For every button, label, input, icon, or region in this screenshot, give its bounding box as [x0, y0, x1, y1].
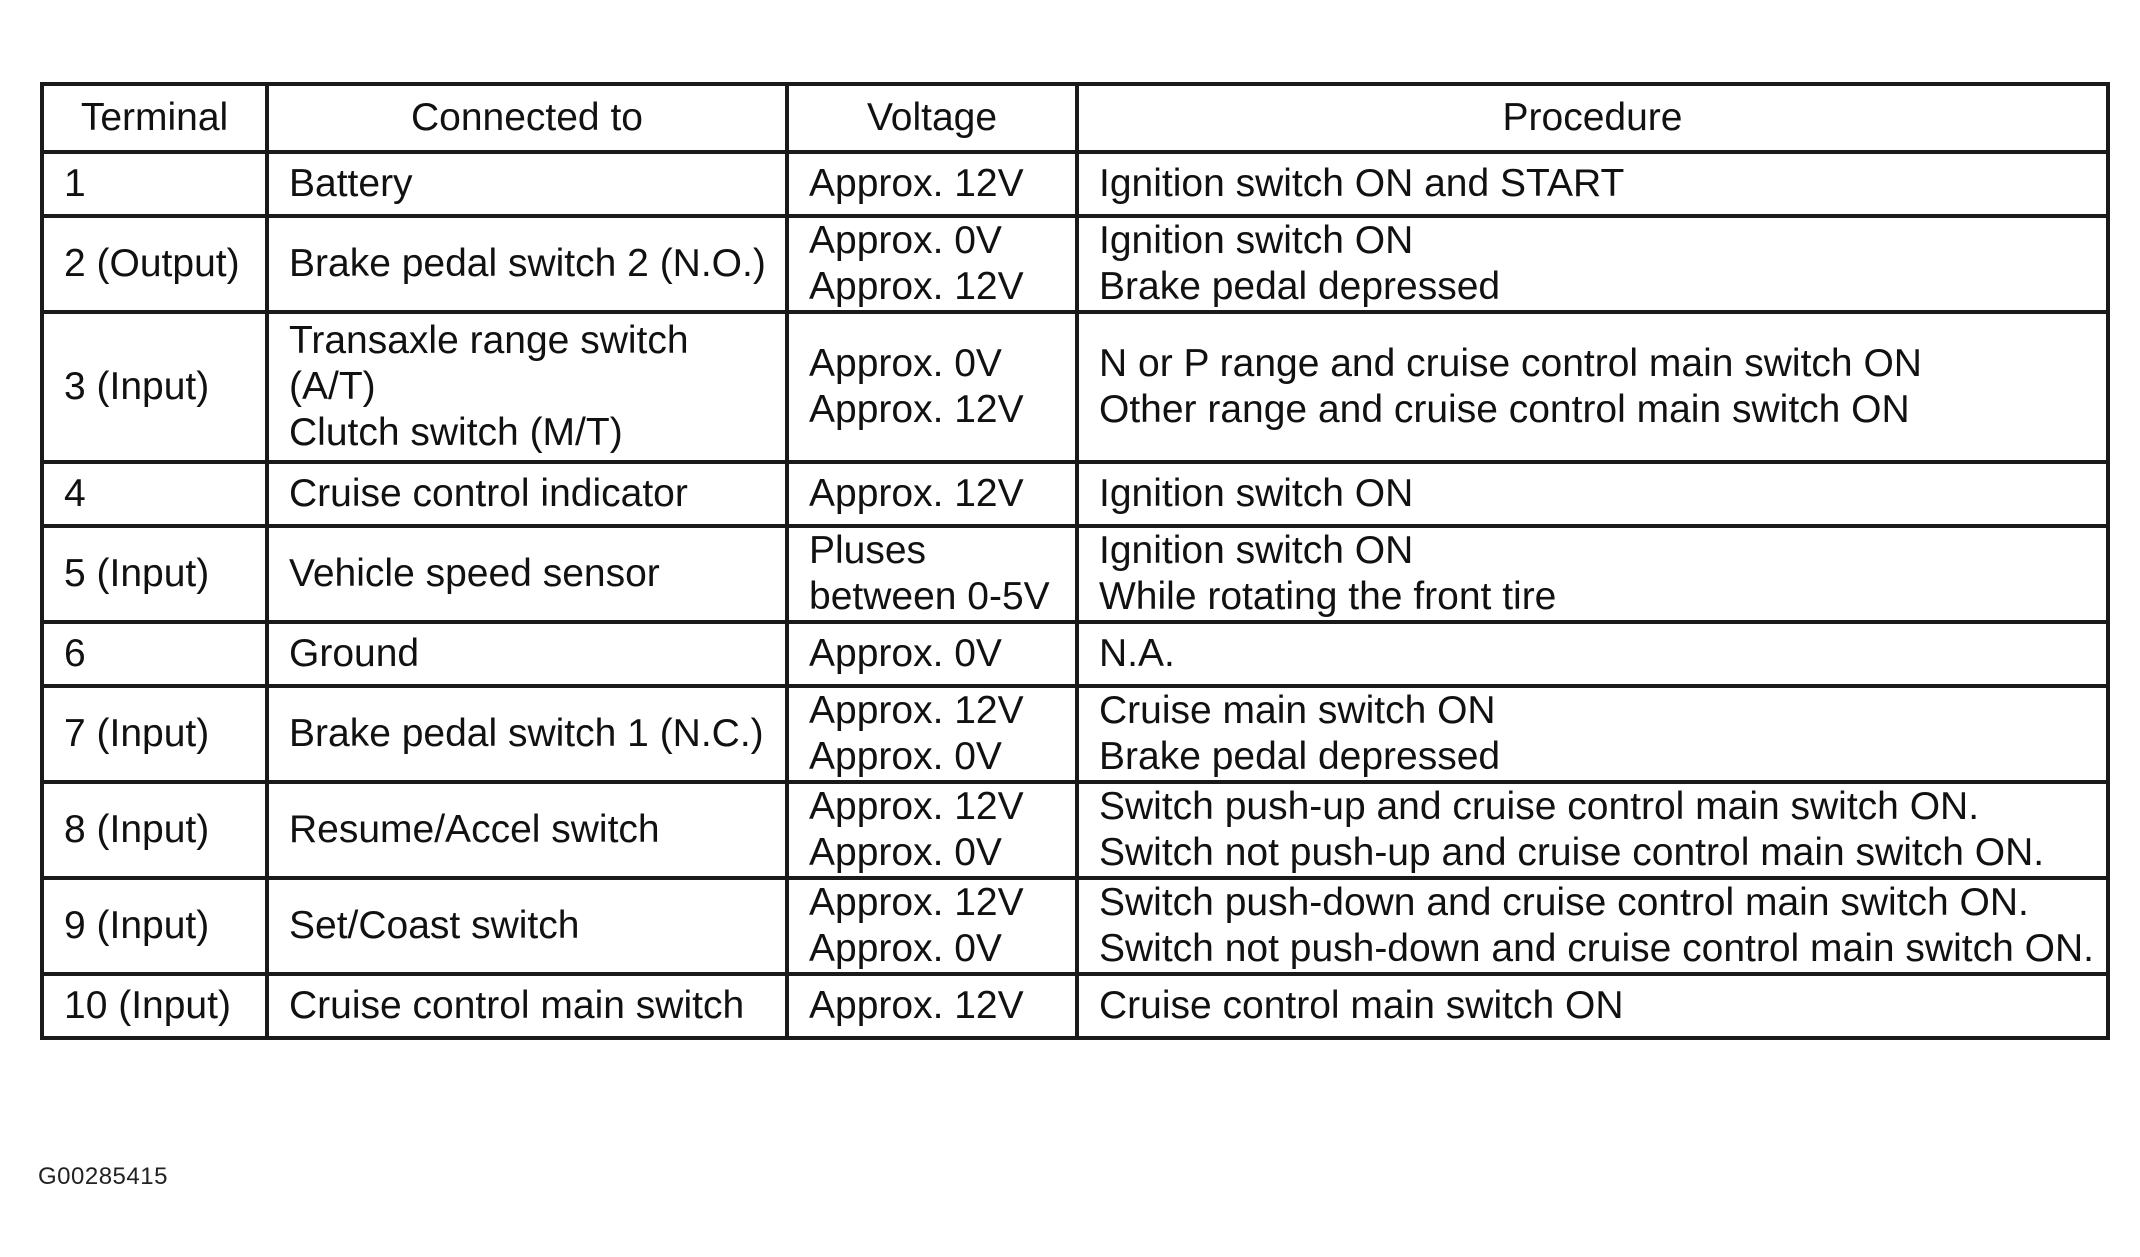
cell-terminal: 7 (Input)	[42, 686, 267, 782]
cell-procedure-line: Switch push-up and cruise control main switch ON.	[1099, 785, 1980, 828]
cell-connected-to	[267, 782, 787, 878]
table-row	[42, 152, 2108, 216]
cell-procedure-line: Switch push-down and cruise control main switch ON.	[1099, 881, 2029, 924]
table-row	[42, 622, 2108, 686]
cell-procedure-line: Cruise main switch ON	[1099, 689, 1496, 732]
cell-procedure-line: Ignition switch ON	[1099, 219, 1414, 262]
table-row	[42, 462, 2108, 526]
cell-voltage-line: Approx. 12V	[809, 881, 1024, 924]
cell-terminal: 5 (Input)	[42, 526, 267, 622]
table-row	[42, 686, 2108, 782]
cell-connected-to-line: Clutch switch (M/T)	[289, 411, 623, 454]
cell-voltage-line: Approx. 12V	[809, 984, 1024, 1027]
cell-voltage	[787, 526, 1077, 622]
cell-procedure	[1077, 878, 2108, 974]
cell-voltage-line: Approx. 0V	[809, 831, 1002, 874]
cell-voltage	[787, 878, 1077, 974]
cell-terminal: 9 (Input)	[42, 878, 267, 974]
cell-voltage-line: Approx. 12V	[809, 689, 1024, 732]
cell-voltage	[787, 312, 1077, 462]
header-procedure: Procedure	[1077, 84, 2108, 152]
cell-terminal: 4	[42, 462, 267, 526]
figure-id: G00285415	[38, 1163, 168, 1190]
cell-procedure-line: While rotating the front tire	[1099, 575, 1557, 618]
cell-connected-to-line: Cruise control indicator	[289, 472, 688, 515]
cell-voltage	[787, 462, 1077, 526]
cell-connected-to	[267, 974, 787, 1038]
cell-procedure-line: Ignition switch ON	[1099, 472, 1414, 515]
cell-voltage-line: Approx. 0V	[809, 927, 1002, 970]
cell-voltage-line: Approx. 12V	[809, 388, 1024, 431]
cell-voltage-line: Approx. 12V	[809, 265, 1024, 308]
cell-connected-to-line: Brake pedal switch 1 (N.C.)	[289, 712, 764, 755]
cell-procedure	[1077, 974, 2108, 1038]
cell-connected-to	[267, 686, 787, 782]
terminal-spec-table	[40, 82, 2110, 1040]
cell-connected-to-line: Brake pedal switch 2 (N.O.)	[289, 242, 766, 285]
cell-connected-to-line: Vehicle speed sensor	[289, 552, 660, 595]
cell-connected-to-line: (A/T)	[289, 365, 376, 408]
cell-procedure	[1077, 152, 2108, 216]
cell-procedure-line: Ignition switch ON	[1099, 529, 1414, 572]
cell-terminal: 3 (Input)	[42, 312, 267, 462]
cell-connected-to-line: Battery	[289, 162, 413, 205]
header-connected-to: Connected to	[267, 84, 787, 152]
cell-voltage	[787, 686, 1077, 782]
cell-procedure-line: Brake pedal depressed	[1099, 735, 1501, 778]
cell-procedure	[1077, 462, 2108, 526]
cell-voltage-line: Approx. 0V	[809, 342, 1002, 385]
cell-connected-to	[267, 152, 787, 216]
header-voltage: Voltage	[787, 84, 1077, 152]
cell-connected-to	[267, 216, 787, 312]
table-row	[42, 878, 2108, 974]
cell-procedure-line: Switch not push-up and cruise control main switch ON.	[1099, 831, 2045, 874]
cell-terminal: 2 (Output)	[42, 216, 267, 312]
cell-voltage	[787, 622, 1077, 686]
cell-procedure	[1077, 216, 2108, 312]
cell-connected-to	[267, 622, 787, 686]
cell-connected-to	[267, 312, 787, 462]
table-row	[42, 974, 2108, 1038]
table-row	[42, 782, 2108, 878]
table-row	[42, 526, 2108, 622]
cell-terminal: 1	[42, 152, 267, 216]
cell-procedure-line: N.A.	[1099, 632, 1175, 675]
cell-terminal: 6	[42, 622, 267, 686]
cell-procedure	[1077, 526, 2108, 622]
cell-voltage-line: between 0-5V	[809, 575, 1050, 618]
cell-procedure	[1077, 312, 2108, 462]
cell-voltage-line: Approx. 12V	[809, 472, 1024, 515]
cell-connected-to	[267, 462, 787, 526]
cell-terminal: 10 (Input)	[42, 974, 267, 1038]
cell-voltage	[787, 782, 1077, 878]
cell-voltage-line: Approx. 12V	[809, 785, 1024, 828]
cell-voltage-line: Approx. 12V	[809, 162, 1024, 205]
table-row	[42, 312, 2108, 462]
cell-connected-to-line: Ground	[289, 632, 420, 675]
cell-procedure-line: Brake pedal depressed	[1099, 265, 1501, 308]
header-row	[42, 84, 2108, 152]
cell-voltage-line: Approx. 0V	[809, 735, 1002, 778]
cell-voltage-line: Pluses	[809, 529, 927, 572]
header-terminal: Terminal	[42, 84, 267, 152]
cell-voltage	[787, 216, 1077, 312]
cell-voltage	[787, 152, 1077, 216]
cell-procedure-line: Switch not push-down and cruise control main switch ON.	[1099, 927, 2094, 970]
cell-voltage-line: Approx. 0V	[809, 219, 1002, 262]
cell-procedure-line: Other range and cruise control main switch ON	[1099, 388, 1910, 431]
cell-procedure	[1077, 686, 2108, 782]
cell-procedure-line: N or P range and cruise control main switch ON	[1099, 342, 1922, 385]
cell-procedure-line: Ignition switch ON and START	[1099, 162, 1625, 205]
cell-voltage-line: Approx. 0V	[809, 632, 1002, 675]
cell-terminal: 8 (Input)	[42, 782, 267, 878]
cell-voltage	[787, 974, 1077, 1038]
cell-connected-to-line: Set/Coast switch	[289, 904, 580, 947]
cell-procedure	[1077, 782, 2108, 878]
cell-connected-to	[267, 878, 787, 974]
cell-connected-to	[267, 526, 787, 622]
table-body	[42, 152, 2108, 1038]
cell-connected-to-line: Transaxle range switch	[289, 319, 689, 362]
cell-procedure	[1077, 622, 2108, 686]
cell-procedure-line: Cruise control main switch ON	[1099, 984, 1624, 1027]
cell-connected-to-line: Cruise control main switch	[289, 984, 745, 1027]
cell-connected-to-line: Resume/Accel switch	[289, 808, 660, 851]
table-row	[42, 216, 2108, 312]
